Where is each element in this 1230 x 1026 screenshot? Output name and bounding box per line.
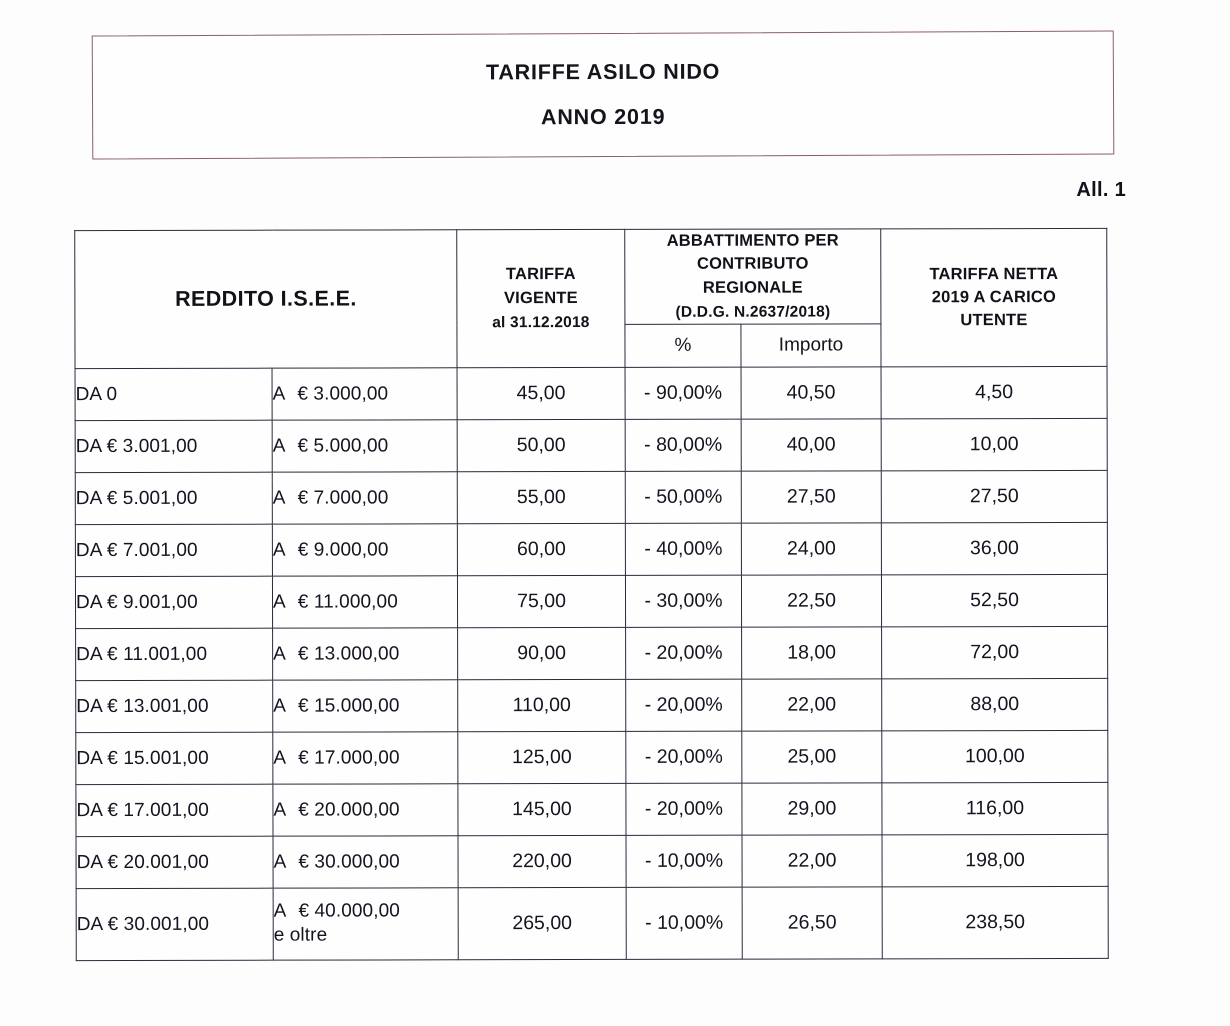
header-tariffa-netta-line2: 2019 A CARICO [931, 287, 1057, 307]
table-row [75, 419, 1107, 473]
cell-reddito-da: DA € 9.001,00 [75, 576, 272, 628]
header-tariffa-vigente [457, 229, 625, 368]
table-row [76, 887, 1108, 961]
cell-reddito-a-marker: A [273, 851, 287, 873]
header-tariffa-vigente-line3: al 31.12.2018 [492, 314, 590, 332]
cell-reddito-da: DA € 7.001,00 [75, 524, 272, 576]
cell-tariffa-vigente: 265,00 [458, 888, 626, 960]
document-year: ANNO 2019 [540, 104, 666, 130]
header-abbattimento [625, 229, 881, 325]
cell-importo: 27,50 [741, 471, 881, 523]
header-abbattimento-line1: ABBATTIMENTO PER [666, 231, 839, 250]
cell-reddito-da: DA € 20.001,00 [76, 836, 273, 888]
cell-reddito-a [272, 576, 457, 628]
cell-importo: 18,00 [742, 627, 882, 679]
cell-importo: 24,00 [741, 523, 881, 575]
cell-reddito-da: DA € 15.001,00 [76, 732, 273, 784]
header-row-main [75, 228, 1107, 325]
cell-reddito-da: DA € 17.001,00 [76, 784, 273, 836]
cell-percentuale: - 50,00% [625, 471, 741, 523]
cell-percentuale: - 40,00% [625, 523, 741, 575]
cell-tariffa-vigente: 110,00 [458, 680, 626, 732]
table-header [75, 228, 1107, 368]
cell-tariffa-netta: 72,00 [882, 627, 1108, 679]
cell-reddito-a [273, 888, 458, 960]
cell-reddito-a-value: € 40.000,00 [298, 900, 400, 922]
cell-reddito-da: DA 0 [75, 368, 272, 420]
cell-reddito-a-marker: A [272, 539, 286, 561]
table-row [76, 627, 1108, 681]
cell-reddito-a [273, 732, 458, 784]
table-row [76, 679, 1108, 733]
cell-reddito-a-marker: A [272, 487, 286, 509]
cell-reddito-a-marker: A [273, 900, 287, 922]
cell-reddito-a-extra: e oltre [273, 924, 328, 946]
table-row [76, 783, 1108, 837]
table-row [75, 523, 1107, 577]
cell-reddito-a-marker: A [272, 383, 286, 405]
header-tariffa-netta-line3: UTENTE [960, 311, 1028, 330]
cell-tariffa-netta: 4,50 [881, 367, 1107, 419]
cell-percentuale: - 30,00% [625, 575, 741, 627]
table-row [75, 575, 1107, 629]
cell-reddito-a [273, 680, 458, 732]
cell-percentuale: - 20,00% [626, 627, 742, 679]
cell-tariffa-netta: 27,50 [881, 471, 1107, 523]
table-row [76, 835, 1108, 889]
cell-tariffa-netta: 116,00 [882, 783, 1108, 835]
cell-percentuale: - 20,00% [626, 731, 742, 783]
cell-reddito-a-value: € 13.000,00 [297, 643, 400, 665]
cell-reddito-a-value: € 7.000,00 [297, 487, 389, 509]
cell-tariffa-vigente: 145,00 [458, 784, 626, 836]
cell-reddito-a-marker: A [273, 747, 287, 769]
document-title: TARIFFE ASILO NIDO [485, 59, 721, 85]
header-abbattimento-line4: (D.D.G. N.2637/2018) [675, 303, 831, 322]
cell-importo: 26,50 [742, 887, 882, 959]
table-row [75, 471, 1107, 525]
cell-importo: 29,00 [742, 783, 882, 835]
cell-importo: 22,00 [742, 679, 882, 731]
header-abbattimento-line3: REGIONALE [702, 278, 803, 297]
cell-tariffa-vigente: 220,00 [458, 836, 626, 888]
header-tariffa-vigente-line1: TARIFFA [505, 265, 576, 284]
cell-reddito-a-marker: A [273, 799, 287, 821]
cell-percentuale: - 20,00% [626, 679, 742, 731]
cell-importo: 22,00 [742, 835, 882, 887]
cell-percentuale: - 90,00% [625, 367, 741, 419]
cell-reddito-a [273, 628, 458, 680]
cell-reddito-a [273, 784, 458, 836]
header-reddito-isee: REDDITO I.S.E.E. [75, 230, 457, 369]
cell-reddito-a [272, 524, 457, 576]
cell-percentuale: - 10,00% [626, 835, 742, 887]
cell-reddito-a [272, 420, 457, 472]
cell-reddito-a-marker: A [273, 643, 286, 665]
cell-reddito-a-value: € 17.000,00 [298, 747, 400, 769]
cell-percentuale: - 80,00% [625, 419, 741, 471]
cell-reddito-a [272, 472, 457, 524]
cell-reddito-da: DA € 30.001,00 [76, 888, 273, 960]
header-tariffa-netta-line1: TARIFFA NETTA [929, 264, 1059, 283]
header-sub-importo: Importo [741, 324, 881, 367]
cell-tariffa-vigente: 90,00 [458, 628, 626, 680]
cell-reddito-a-value: € 3.000,00 [297, 383, 389, 405]
header-sub-percent: % [625, 324, 741, 367]
cell-tariffa-vigente: 125,00 [458, 732, 626, 784]
cell-tariffa-netta: 198,00 [882, 835, 1108, 887]
cell-reddito-a-marker: A [272, 591, 286, 613]
title-banner [92, 33, 1114, 157]
cell-reddito-da: DA € 13.001,00 [76, 680, 273, 732]
cell-reddito-a-value: € 20.000,00 [298, 799, 400, 821]
attachment-label: All. 1 [1076, 179, 1126, 201]
cell-reddito-a [273, 836, 458, 888]
cell-tariffa-netta: 100,00 [882, 731, 1108, 783]
header-tariffa-netta [881, 228, 1107, 367]
tariff-table [74, 228, 1109, 961]
cell-tariffa-netta: 238,50 [882, 887, 1108, 959]
cell-tariffa-netta: 52,50 [881, 575, 1107, 627]
cell-percentuale: - 20,00% [626, 783, 742, 835]
cell-reddito-a-value: € 9.000,00 [297, 539, 389, 561]
cell-tariffa-netta: 88,00 [882, 679, 1108, 731]
cell-tariffa-netta: 10,00 [881, 419, 1107, 471]
cell-reddito-da: DA € 3.001,00 [75, 420, 272, 472]
cell-tariffa-vigente: 75,00 [457, 576, 625, 628]
header-abbattimento-line2: CONTRIBUTO [696, 254, 809, 274]
cell-importo: 40,50 [741, 367, 881, 419]
cell-reddito-da: DA € 5.001,00 [75, 472, 272, 524]
cell-importo: 40,00 [741, 419, 881, 471]
cell-tariffa-vigente: 55,00 [457, 472, 625, 524]
cell-reddito-a-value: € 30.000,00 [298, 851, 400, 873]
cell-tariffa-vigente: 50,00 [457, 420, 625, 472]
table-body [75, 367, 1108, 961]
cell-reddito-a-marker: A [273, 695, 287, 717]
cell-tariffa-vigente: 60,00 [457, 524, 625, 576]
cell-reddito-a-marker: A [272, 435, 286, 457]
table-row [75, 367, 1107, 421]
cell-importo: 22,50 [741, 575, 881, 627]
cell-reddito-a-value: € 15.000,00 [297, 695, 400, 717]
header-tariffa-vigente-line2: VIGENTE [503, 288, 578, 307]
cell-reddito-a-value: € 5.000,00 [297, 435, 389, 457]
cell-reddito-a-value: € 11.000,00 [297, 591, 398, 613]
cell-tariffa-vigente: 45,00 [457, 368, 625, 420]
cell-reddito-da: DA € 11.001,00 [76, 628, 273, 680]
cell-importo: 25,00 [742, 731, 882, 783]
cell-reddito-a [272, 368, 457, 420]
cell-percentuale: - 10,00% [626, 887, 742, 959]
cell-tariffa-netta: 36,00 [881, 523, 1107, 575]
table-row [76, 731, 1108, 785]
